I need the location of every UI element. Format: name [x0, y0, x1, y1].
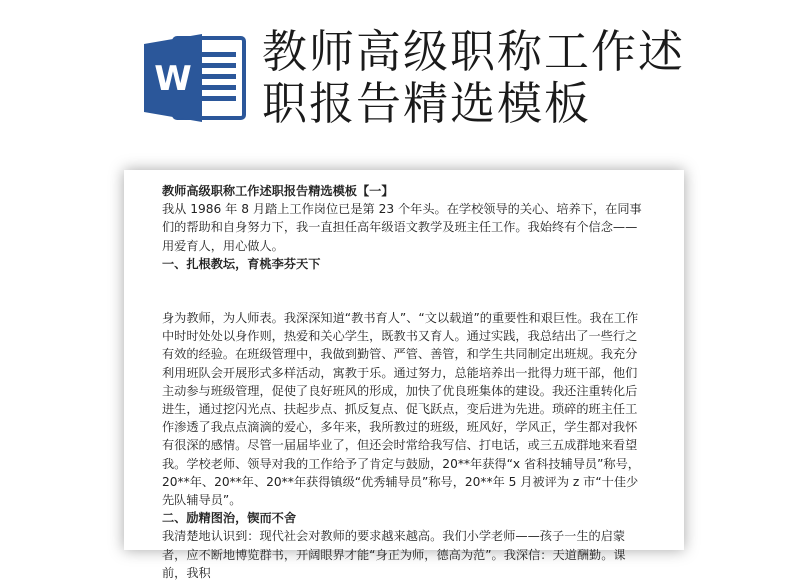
page-header	[0, 0, 800, 140]
blank-line	[162, 273, 646, 309]
document-content	[162, 182, 646, 582]
title-line-1: 教师高级职称工作述	[262, 25, 686, 78]
paragraph-section-1: 身为教师，为人师表。我深深知道“教书育人”、“文以载道”的重要性和艰巨性。我在工作中时时处处以身作则，热爱和关心学生，既教书又育人。通过实践，我总结出了一些行之有效的经验。在班级管理中，我做到勤管、严管、善管，和学生共同制定出班规。我充分利用班队会开展形式多样活动，寓教于乐。通过努力，总能培养出一批得力班干部，他们主动参与班级管理，促使了良好班风的形成，加快了优良班集体的建设。我还注重转化后进生，通过挖闪光点、扶起步点、抓反复点、促飞跃点，变后进为先进。琐碎的班主任工作渗透了我点点滴滴的爱心，多年来，我所教过的班级，班风好，学风正，学生都对我怀有很深的感情。尽管一届届毕业了，但还会时常给我写信、打电话，或三五成群地来看望我。学校老师、领导对我的工作给予了肯定与鼓励，20**年获得“x 省科技辅导员”称号，20**年、20**年、20**年获得镇级“优秀辅导员”称号，20**年 5 月被评为 z 市“十佳少先队辅导员”。	[162, 311, 640, 508]
word-icon	[140, 30, 250, 126]
document-page	[124, 170, 684, 580]
page-title	[262, 26, 782, 130]
section-heading-2: 二、励精图治，锲而不舍	[162, 511, 297, 526]
document-heading: 教师高级职称工作述职报告精选模板【一】	[162, 184, 394, 198]
paragraph-intro: 我从 1986 年 8 月踏上工作岗位已是第 23 个年头。在学校领导的关心、培养下，在同事们的帮助和自身努力下，我一直担任高年级语文教学及班主任工作。我始终有个信念——用爱育人，用心做人。	[162, 202, 642, 253]
paragraph-section-2: 我清楚地认识到：现代社会对教师的要求越来越高。我们小学老师——孩子一生的启蒙者，应不断地博览群书，开阔眼界才能“身正为师，德高为范”。我深信：天道酬勤。课前，我积	[162, 529, 626, 580]
word-icon-letter: W	[154, 59, 192, 99]
title-line-2: 职报告精选模板	[262, 77, 592, 130]
section-heading-1: 一、扎根教坛，育桃李芬天下	[162, 256, 321, 271]
